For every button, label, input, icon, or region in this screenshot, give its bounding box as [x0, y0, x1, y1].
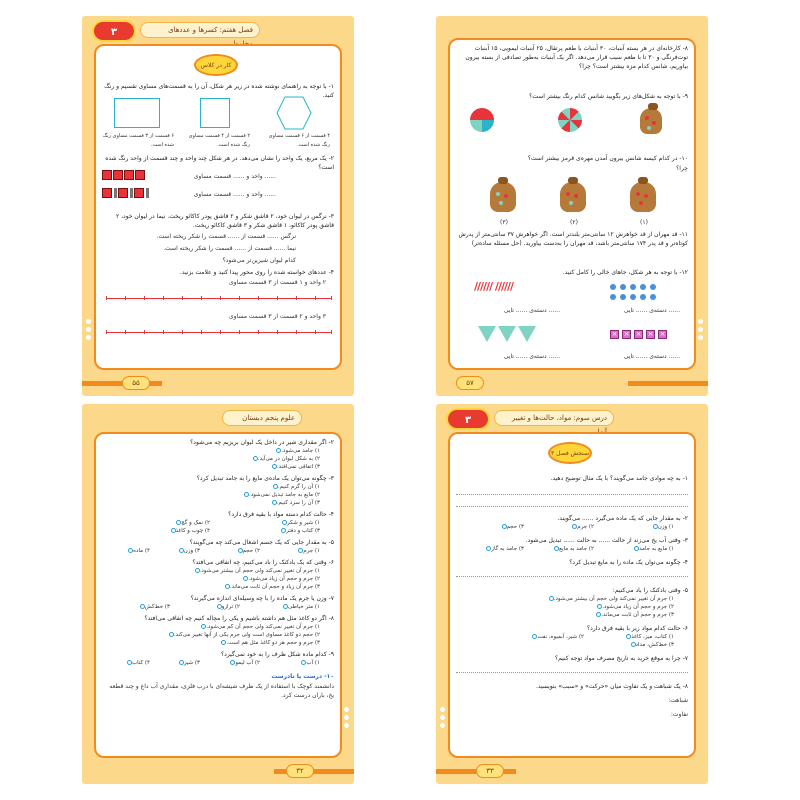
- fill-blank-2[interactable]: ...... دسته‌ی ...... تایی: [623, 307, 680, 314]
- q-item-6: ۶- وقتی که یک بادکنک را باد می‌کنیم، چه اتفاقی می‌افتد؟: [192, 559, 334, 566]
- q8-opt-2[interactable]: ۲) حجم دو کاغذ مساوی است ولی جرم یکی از آنها تغییر می‌کند.: [167, 632, 320, 638]
- q4-opt-3[interactable]: ۳) کتاب و دفتر: [279, 528, 320, 534]
- q-item-3: ۳- چگونه می‌توان یک ماده‌ی مایع را به جامد تبدیل کرد؟: [196, 475, 334, 482]
- book-badge: ۳: [446, 408, 490, 430]
- q4-b-label: ۳ واحد و ۲ قسمت از ۳ قسمت مساوی: [228, 313, 326, 320]
- book-badge: ۳: [92, 20, 136, 42]
- q4-a-label: ۲ واحد و ۱ قسمت از ۳ قسمت مساوی: [228, 279, 326, 286]
- page-dots: [440, 704, 448, 731]
- page-dots: [86, 316, 94, 343]
- content-area: [448, 432, 696, 758]
- caption-rectangle: ۶ قسمت از ۳ قسمت مساوی رنگ شده است.: [102, 133, 174, 148]
- chapter-header: علوم پنجم دبستان: [222, 410, 302, 426]
- page-55: [82, 16, 354, 396]
- q-item-4: ۴- چگونه می‌توان یک ماده را به مایع تبدیل کرد؟: [569, 559, 688, 566]
- q3-opt-3[interactable]: ۳) آن را سرد کنیم.: [270, 500, 320, 506]
- q3-answer-3[interactable]: کدام لیوان شیرین‌تر می‌شود؟: [222, 257, 296, 264]
- q10-why: چرا؟: [676, 165, 688, 172]
- section-title-lemon: سنجش فصل ۳: [548, 442, 592, 464]
- q3-opt-3[interactable]: ۳) جامد به گاز: [484, 546, 524, 552]
- q4-opt-1[interactable]: ۱) شیر و شکر: [280, 520, 320, 526]
- fill-blank-3[interactable]: ...... دسته‌ی ...... تایی: [503, 353, 560, 360]
- page-number: ۳۳: [476, 764, 504, 778]
- q-item-4: ۴- حالت کدام دسته مواد با بقیه فرق دارد؟: [228, 511, 334, 518]
- answer-line[interactable]: [456, 576, 688, 577]
- q-item-8: ۸- اگر دو کاغذ مثل هم داشته باشیم و یکی را مچاله کنیم چه اتفاقی می‌افتد؟: [144, 615, 334, 622]
- q6-opt-1[interactable]: ۱) جرم آن تغییر نمی‌کند ولی حجم آن بیشتر می‌شود.: [193, 568, 320, 574]
- difference-label: تفاوت:: [670, 711, 688, 718]
- question-1: ۱- با توجه به راهنمای نوشته شده در زیر هر شکل، آن را به قسمت‌های مساوی تقسیم و رنگ کنید.: [104, 83, 334, 99]
- q-item-10: ۱۰- درست یا نادرست: [271, 673, 334, 680]
- pie-chart-eighths: [558, 108, 582, 132]
- marble-bag-small: [640, 108, 662, 134]
- chapter-header: درس سوم: مواد، حالت‌ها و تغییر: [494, 410, 614, 426]
- content-area: ۸- کارخانه‌ای در هر بسته آبنبات، ۳۰ آبنبات با طعم پرتقال، ۲۵ آبنبات لیمویی، ۱۵ آبنبات توت‌فرنگی و ۳۰ تا با طعم سیب قرار می‌دهد. اگر یک آبنبات به‌طور تصادفی از بسته بیرون بیاوریم، شانس کدام مزه بیشتر است؟ چرا؟ ۹- با توجه به شکل‌های زیر بگویید شانس کدام رنگ بیشتر است؟ ۱۰- در کدام کیسه شانس بیرون آمدن مهره‌ی قرمز بیشتر است؟ چرا؟ (۳) (۲) (۱) ۱۱- قد مهران از قد خواهرش ۱۲ سانتی‌متر بلندتر است. اگر خواهرش ۳۷ سانتی‌متر از پدرش کوتاه‌تر و قد پدر ۱۷۴ سانتی‌متر باشد، قد مهران را به‌دست بیاورید. (حل مسئله ساده‌تر) ۱۲- با توجه به هر شکل، جاهای خالی را کامل کنید. ////// ////// ...... دسته‌ی ...... تایی ...... دسته‌ی ...... تایی × × × × × ...... دسته‌ی ...... تایی ...... دسته‌ی ...... تایی: [448, 38, 696, 370]
- q5-opt-3[interactable]: ۳) وزن: [177, 548, 200, 554]
- question-3: ۳- نرگس در لیوان خود، ۲ قاشق شکر و ۲ قاشق پودر کاکائو ریخت. نیما در لیوان خود، ۲ قاشق پودر کاکائو، ۱ قاشق شکر و ۳ قاشق کاکائو ریخت.: [115, 213, 334, 229]
- q4-opt-2[interactable]: ۲) نمک و گچ: [174, 520, 210, 526]
- q9-opt-3[interactable]: ۳) شیر: [177, 660, 200, 666]
- q-item-5: ۵- به مقدار جایی که یک جسم اشغال می‌کند چه می‌گویند؟: [189, 539, 334, 546]
- fill-blank-4[interactable]: ...... دسته‌ی ...... تایی: [623, 353, 680, 360]
- q6-opt-2[interactable]: ۲) جرم و حجم آن زیاد می‌شود.: [241, 576, 320, 582]
- q8-opt-1[interactable]: ۱) جرم آن تغییر نمی‌کند ولی حجم آن کم می‌شود.: [199, 624, 320, 630]
- q3-opt-1[interactable]: ۱) مایع به جامد: [632, 546, 674, 552]
- q5-opt-4[interactable]: ۴) ماده: [126, 548, 150, 554]
- question-9: ۹- با توجه به شکل‌های زیر بگویید شانس کدام رنگ بیشتر است؟: [529, 93, 688, 100]
- marble-bag-2: [560, 182, 586, 212]
- pie-chart-quarters: [470, 108, 494, 132]
- q3-answer-1[interactable]: نرگس ...... قسمت از ...... قسمت را شکر ریخته است.: [156, 233, 296, 240]
- question-8: ۸- کارخانه‌ای در هر بسته آبنبات، ۳۰ آبنبات با طعم پرتقال، ۲۵ آبنبات لیمویی، ۱۵ آبنبات توت‌فرنگی و ۳۰ تا با طعم سیب قرار می‌دهد. اگر یک آبنبات به‌طور تصادفی از بسته بیرون بیاوریم، شانس کدام مزه بیشتر است؟ چرا؟: [465, 45, 688, 70]
- page-number: ۳۲: [286, 764, 314, 778]
- q9-opt-4[interactable]: ۴) کتاب: [125, 660, 150, 666]
- hexagon-shape: [276, 96, 312, 130]
- number-line-2[interactable]: [106, 332, 332, 333]
- answer-line[interactable]: [456, 506, 688, 507]
- question-2: ۲- یک مربع، یک واحد را نشان می‌دهد. در هر شکل چند واحد و چند قسمت از واحد رنگ شده است؟: [105, 155, 334, 171]
- q9-opt-1[interactable]: ۱) آب: [299, 660, 320, 666]
- q2-answer-1[interactable]: ...... واحد و ...... قسمت مساوی: [193, 173, 276, 180]
- q-item-8: ۸- یک شباهت و یک تفاوت میان «حرکت» و «سبب» بنویسید.: [535, 683, 688, 690]
- bag-label-1: (۳): [500, 219, 508, 226]
- q-item-9: ۹- کدام ماده شکل ظرف را به خود نمی‌گیرد؟: [221, 651, 334, 658]
- content-area: [94, 432, 342, 758]
- q5-opt-1[interactable]: ۱) جرم آن تغییر نمی‌کند ولی حجم آن بیشتر می‌شود.: [547, 596, 674, 602]
- q-item-7: ۷- چرا به موقع خرید به تاریخ مصرف مواد توجه کنیم؟: [554, 655, 688, 662]
- section-title-lemon: کار در کلاس: [194, 54, 238, 76]
- q2-opt-2[interactable]: ۲) به شکل لیوان در می‌آید.: [251, 456, 320, 462]
- q4-opt-4[interactable]: ۴) چوب و کاغذ: [169, 528, 211, 534]
- answer-line[interactable]: [456, 672, 688, 673]
- q-item-1: ۱- به چه موادی جامد می‌گویند؟ با یک مثال توضیح دهید.: [550, 475, 688, 482]
- q2-opt-1[interactable]: ۱) جامد می‌شود.: [274, 448, 320, 454]
- page-number: ۵۵: [122, 376, 150, 390]
- q5-opt-1[interactable]: ۱) جرم: [296, 548, 320, 554]
- question-10: ۱۰- در کدام کیسه شانس بیرون آمدن مهره‌ی قرمز بیشتر است؟: [527, 155, 688, 162]
- q8-opt-3[interactable]: ۳) جرم و حجم هر دو کاغذ مثل هم است.: [219, 640, 320, 646]
- q6-opt-3[interactable]: ۳) جرم آن زیاد و حجم آن ثابت می‌ماند.: [223, 584, 320, 590]
- page-dots: [698, 316, 706, 343]
- caption-square: ۲ قسمت از ۴ قسمت مساوی رنگ شده است.: [188, 133, 250, 148]
- marble-bag-1: [490, 182, 516, 212]
- q10-statement: دانشمند کوچک با استفاده از یک ظرف شیشه‌ای با درب فلزی، مقداری آب داغ و چند قطعه یخ، باران درست کرد.: [109, 683, 334, 699]
- q6-opt-1[interactable]: ۱) کتاب، میز، کاغذ: [624, 634, 674, 640]
- page-32: [82, 404, 354, 784]
- q7-opt-3[interactable]: ۳) خط‌کش: [138, 604, 170, 610]
- q3-answer-2[interactable]: نیما ...... قسمت از ...... قسمت را شکر ریخته است.: [163, 245, 296, 252]
- q-item-2: ۲- اگر مقداری شیر در داخل یک لیوان بریزیم چه می‌شود؟: [190, 439, 334, 446]
- q2-opt-1[interactable]: ۱) وزن: [651, 524, 674, 530]
- caption-hexagon: ۴ قسمت از ۶ قسمت مساوی رنگ شده است.: [268, 133, 330, 148]
- bag-label-2: (۲): [570, 219, 578, 226]
- q-item-5: ۵- وقتی بادکنک را باد می‌کنیم:: [612, 587, 688, 594]
- page-33: [436, 404, 708, 784]
- q5-opt-2[interactable]: ۲) حجم: [236, 548, 260, 554]
- similarity-label: شباهت:: [668, 697, 688, 704]
- content-area: [94, 44, 342, 370]
- q2-answer-2[interactable]: ...... واحد و ...... قسمت مساوی: [193, 191, 276, 198]
- q6-opt-2[interactable]: ۲) شیر، آبمیوه، نفت: [530, 634, 584, 640]
- page-57: [436, 16, 708, 396]
- bag-label-3: (۱): [640, 219, 648, 226]
- question-4: ۴- عددهای خواسته شده را روی محور پیدا کنید و علامت بزنید.: [179, 269, 334, 276]
- question-11: ۱۱- قد مهران از قد خواهرش ۱۲ سانتی‌متر بلندتر است. اگر خواهرش ۳۷ سانتی‌متر از پدرش کوتاه‌تر و قد پدر ۱۷۴ سانتی‌متر باشد، قد مهران را به‌دست بیاورید. (حل مسئله ساده‌تر): [458, 231, 688, 247]
- q3-opt-1[interactable]: ۱) آن را گرم کنیم.: [271, 484, 320, 490]
- question-12: ۱۲- با توجه به هر شکل، جاهای خالی را کامل کنید.: [562, 269, 688, 276]
- fill-blank-1[interactable]: ...... دسته‌ی ...... تایی: [503, 307, 560, 314]
- q7-opt-1[interactable]: ۱) متر خیاطی: [281, 604, 320, 610]
- q5-opt-2[interactable]: ۲) جرم و حجم آن زیاد می‌شود.: [595, 604, 674, 610]
- q6-opt-3[interactable]: ۳) خط‌کش، مداد: [629, 642, 674, 648]
- q-item-2: ۲- به مقدار جایی که یک ماده می‌گیرد ...... می‌گویند.: [557, 515, 688, 522]
- tally-marks: ////// //////: [474, 280, 514, 293]
- q-item-3: ۳- وقتی آب یخ می‌زند از حالت ...... به حالت ...... تبدیل می‌شود.: [525, 537, 688, 544]
- marble-bag-3: [630, 182, 656, 212]
- q-item-6: ۶- حالت کدام مواد زیر با بقیه فرق دارد؟: [587, 625, 688, 632]
- q9-opt-2[interactable]: ۲) آب لیمو: [228, 660, 260, 666]
- q5-opt-3[interactable]: ۳) جرم و حجم آن ثابت می‌ماند.: [594, 612, 674, 618]
- answer-line[interactable]: [456, 494, 688, 495]
- rectangle-shape: [114, 98, 160, 128]
- page-dots: [344, 704, 352, 731]
- page-number: ۵۷: [456, 376, 484, 390]
- q3-opt-2[interactable]: ۲) جامد به مایع: [552, 546, 594, 552]
- q2-opt-3[interactable]: ۳) حجم: [500, 524, 524, 530]
- q3-opt-2[interactable]: ۲) مایع به جامد تبدیل نمی‌شود.: [242, 492, 320, 498]
- footer-stripe: [628, 381, 708, 386]
- square-shape: [200, 98, 230, 128]
- chapter-header: فصل هفتم: کسرها و عددهای: [140, 22, 260, 38]
- number-line-1[interactable]: [106, 298, 332, 299]
- q-item-7: ۷- وزن یا جرم یک ماده را با چه وسیله‌ای اندازه می‌گیرند؟: [190, 595, 334, 602]
- q2-opt-2[interactable]: ۲) جرم: [570, 524, 594, 530]
- q2-opt-3[interactable]: ۳) اتفاقی نمی‌افتد.: [270, 464, 320, 470]
- q7-opt-2[interactable]: ۲) ترازو: [215, 604, 240, 610]
